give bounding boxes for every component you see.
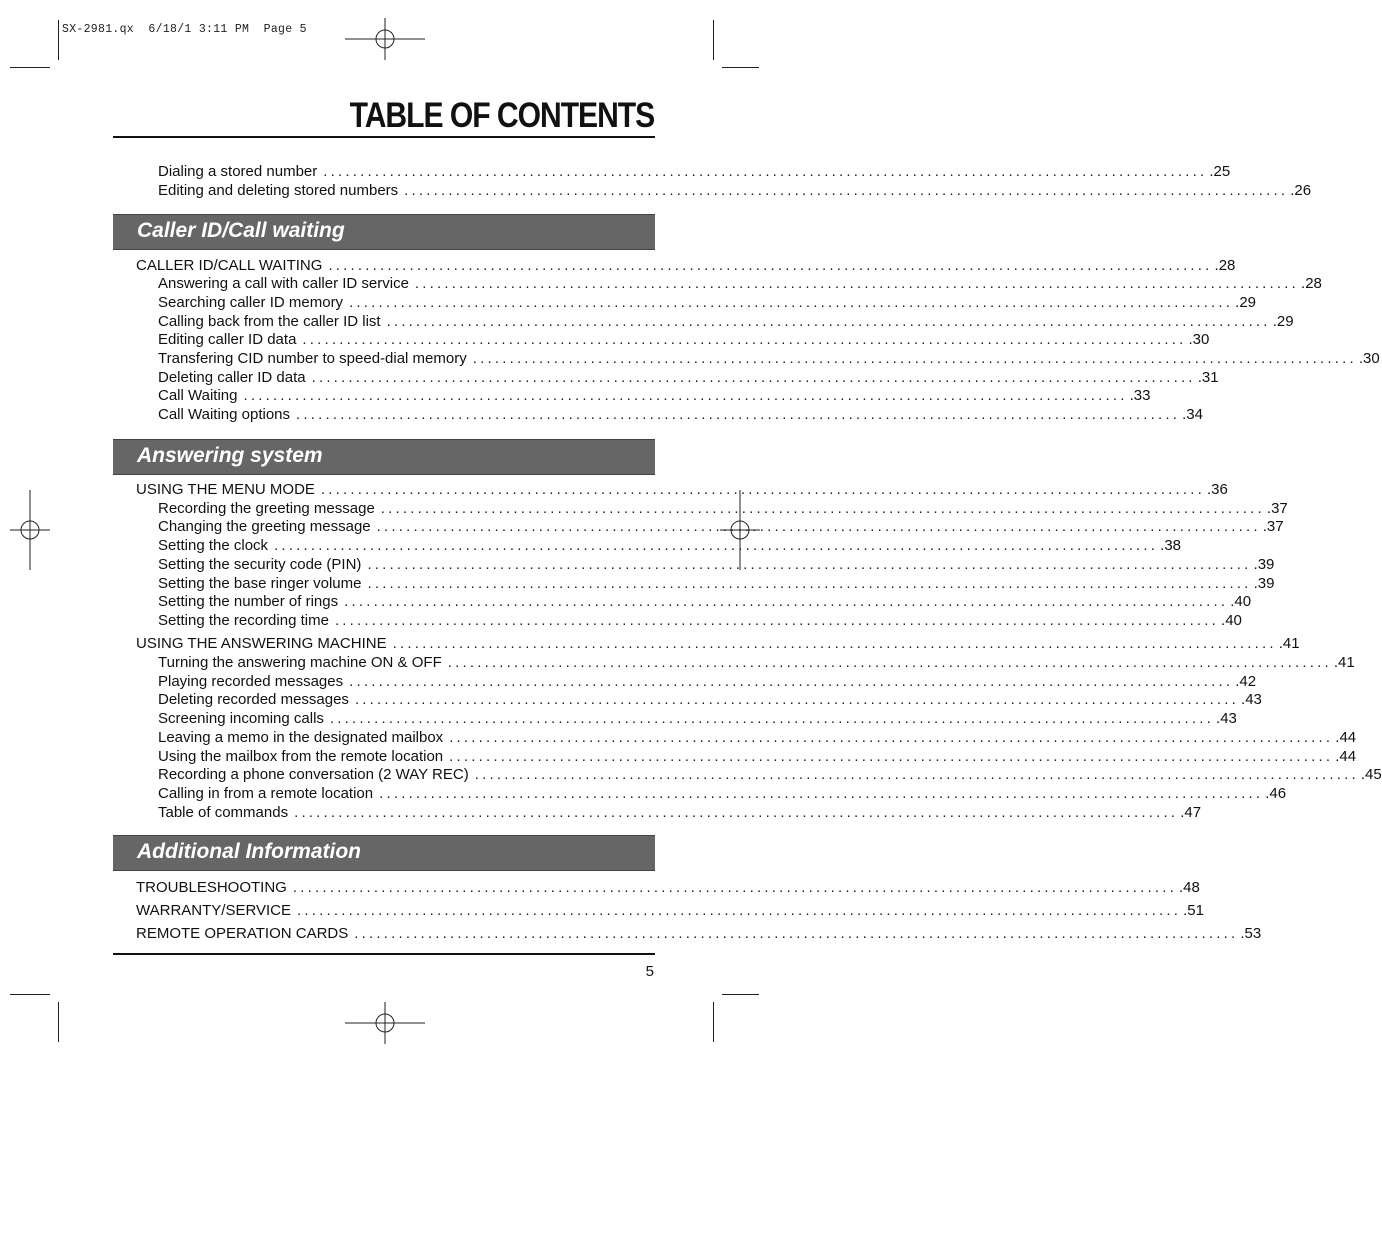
toc-entry[interactable] (158, 654, 1355, 672)
crop-mark-bottom-left-v (58, 1002, 59, 1042)
toc-entry-page: .44 (1335, 729, 1357, 746)
dot-leader: ........................................................................................................................ (274, 537, 1159, 554)
registration-mark-top-icon (345, 18, 425, 60)
toc-entry-page: .43 (1216, 710, 1237, 727)
toc-entry-page: .30 (1358, 350, 1380, 367)
toc-entry[interactable] (158, 369, 1219, 387)
section-bar-caller-id (113, 214, 655, 250)
crop-mark-bottom-right-h (722, 994, 759, 995)
toc-entry-page: .41 (1333, 654, 1355, 671)
toc-entry[interactable] (158, 406, 1203, 424)
toc-entry-page: .39 (1253, 575, 1275, 592)
dot-leader: ........................................................................................................................ (367, 575, 1252, 592)
toc-entry-label: CALLER ID/CALL WAITING (136, 257, 323, 274)
toc-entry[interactable] (158, 612, 1242, 630)
toc-entry-page: .29 (1235, 294, 1257, 311)
dot-leader: ........................................................................................................................ (349, 673, 1234, 690)
dot-leader: ........................................................................................................................ (379, 785, 1264, 802)
toc-entry-label: Answering a call with caller ID service (158, 275, 409, 292)
toc-entry[interactable] (158, 729, 1357, 747)
crop-mark-top-left-v (58, 20, 59, 60)
toc-entry-label: Transfering CID number to speed-dial memory (158, 350, 467, 367)
toc-entry[interactable] (136, 257, 1236, 275)
toc-entry-label: Screening incoming calls (158, 710, 324, 727)
toc-entry-page: .37 (1266, 500, 1288, 517)
toc-entry-label: Leaving a memo in the designated mailbox (158, 729, 444, 746)
toc-entry-label: Recording the greeting message (158, 500, 375, 517)
toc-entry-page: .33 (1129, 387, 1151, 404)
dot-leader: ........................................................................................................................ (243, 387, 1128, 404)
dot-leader: ........................................................................................................................ (302, 331, 1187, 348)
toc-entry[interactable] (158, 593, 1252, 611)
toc-entry-page: .30 (1188, 331, 1210, 348)
toc-entry-page: .44 (1335, 748, 1357, 765)
dot-leader: ........................................................................................................................ (472, 350, 1357, 367)
dot-leader: ........................................................................................................................ (320, 481, 1206, 498)
toc-entry-label: Setting the base ringer volume (158, 575, 362, 592)
section-bar-answering-system (113, 439, 655, 475)
dot-leader: ........................................................................................................................ (354, 691, 1240, 708)
toc-entry-label: WARRANTY/SERVICE (136, 902, 292, 919)
dot-leader: ........................................................................................................................ (311, 369, 1196, 386)
toc-entry-page: .46 (1265, 785, 1287, 802)
print-slug: SX-2981.qx 6/18/1 3:11 PM Page 5 (62, 23, 307, 36)
crop-mark-top-right-h (722, 67, 759, 68)
toc-entry[interactable] (158, 804, 1202, 822)
dot-leader: ........................................................................................................................ (367, 556, 1252, 573)
toc-entry-page: .43 (1241, 691, 1262, 708)
toc-entry[interactable] (158, 710, 1237, 728)
dot-leader: ........................................................................................................................ (376, 518, 1261, 535)
crop-mark-top-right-v (713, 20, 714, 60)
dot-leader: ........................................................................................................................ (297, 902, 1182, 919)
toc-entry[interactable] (158, 182, 1312, 200)
toc-entry[interactable] (136, 925, 1262, 943)
toc-entry-page: .29 (1272, 313, 1294, 330)
toc-entry-label: Setting the security code (PIN) (158, 556, 362, 573)
dot-leader: ........................................................................................................................ (296, 406, 1181, 423)
toc-entry-page: .39 (1253, 556, 1275, 573)
dot-leader: ........................................................................................................................ (294, 804, 1179, 821)
crop-mark-top-left-h (10, 67, 50, 68)
toc-entry-label: USING THE MENU MODE (136, 481, 315, 498)
dot-leader: ........................................................................................................................ (474, 766, 1359, 783)
toc-entry-page: .38 (1160, 537, 1182, 554)
toc-entry-label: Recording a phone conversation (2 WAY REC) (158, 766, 469, 783)
crop-mark-bottom-right-v (713, 1002, 714, 1042)
toc-entry[interactable] (158, 575, 1275, 593)
dot-leader: ........................................................................................................................ (449, 748, 1334, 765)
toc-entry-label: Deleting recorded messages (158, 691, 349, 708)
toc-entry[interactable] (158, 294, 1257, 312)
toc-entry-page: .28 (1301, 275, 1322, 292)
toc-entry-page: .53 (1240, 925, 1262, 942)
toc-entry-label: USING THE ANSWERING MACHINE (136, 635, 387, 652)
toc-entry-page: .47 (1180, 804, 1202, 821)
toc-entry[interactable] (136, 902, 1204, 920)
toc-entry[interactable] (136, 635, 1300, 653)
toc-entry-label: Setting the recording time (158, 612, 329, 629)
dot-leader: ........................................................................................................................ (344, 593, 1229, 610)
toc-entry[interactable] (158, 500, 1288, 518)
page-number: 5 (645, 963, 654, 980)
toc-entry-page: .40 (1230, 593, 1252, 610)
dot-leader: ........................................................................................................................ (447, 654, 1332, 671)
toc-entry-label: TROUBLESHOOTING (136, 879, 287, 896)
dot-leader: ........................................................................................................................ (328, 257, 1213, 274)
toc-entry[interactable] (158, 163, 1231, 181)
toc-entry-label: Dialing a stored number (158, 163, 318, 180)
toc-entry-label: Searching caller ID memory (158, 294, 344, 311)
toc-entry-page: .48 (1178, 879, 1200, 896)
toc-entry-label: Using the mailbox from the remote location (158, 748, 444, 765)
dot-leader: ........................................................................................................................ (334, 612, 1220, 629)
toc-entry[interactable] (136, 481, 1228, 499)
registration-mark-left-icon (10, 490, 50, 570)
toc-entry-page: .26 (1290, 182, 1312, 199)
dot-leader: ........................................................................................................................ (449, 729, 1334, 746)
toc-entry-page: .34 (1182, 406, 1203, 423)
toc-entry-label: Setting the number of rings (158, 593, 339, 610)
toc-entry[interactable] (158, 556, 1275, 574)
toc-entry[interactable] (158, 766, 1382, 784)
toc-entry-label: Deleting caller ID data (158, 369, 306, 386)
toc-entry-page: .45 (1360, 766, 1382, 783)
toc-entry-page: .37 (1262, 518, 1284, 535)
dot-leader: ........................................................................................................................ (392, 635, 1277, 652)
toc-entry[interactable] (158, 275, 1322, 293)
toc-entry-label: Calling in from a remote location (158, 785, 374, 802)
toc-entry[interactable] (158, 387, 1151, 405)
toc-entry[interactable] (158, 518, 1284, 536)
toc-entry[interactable] (158, 748, 1357, 766)
section-bar-additional-information (113, 835, 655, 871)
dot-leader: ........................................................................................................................ (349, 294, 1234, 311)
toc-entry-page: .40 (1221, 612, 1242, 629)
toc-entry[interactable] (158, 785, 1287, 803)
toc-entry-label: Changing the greeting message (158, 518, 371, 535)
page-title: TABLE OF CONTENTS (349, 96, 654, 135)
dot-leader: ........................................................................................................................ (414, 275, 1300, 292)
dot-leader: ........................................................................................................................ (354, 925, 1239, 942)
toc-entry-label: Call Waiting (158, 387, 238, 404)
crop-mark-bottom-left-h (10, 994, 50, 995)
dot-leader: ........................................................................................................................ (404, 182, 1289, 199)
dot-leader: ........................................................................................................................ (323, 163, 1208, 180)
toc-entry[interactable] (158, 350, 1380, 368)
toc-entry-page: .41 (1278, 635, 1300, 652)
section-heading: Additional Information (137, 840, 361, 863)
title-rule (113, 136, 655, 138)
dot-leader: ........................................................................................................................ (386, 313, 1271, 330)
toc-entry-page: .42 (1235, 673, 1257, 690)
footer-rule (113, 953, 655, 955)
toc-entry-label: Editing caller ID data (158, 331, 297, 348)
toc-entry-label: REMOTE OPERATION CARDS (136, 925, 349, 942)
toc-entry-label: Setting the clock (158, 537, 269, 554)
toc-entry[interactable] (158, 537, 1182, 555)
section-heading: Answering system (137, 444, 323, 467)
registration-mark-bottom-icon (345, 1002, 425, 1044)
toc-entry-page: .25 (1209, 163, 1231, 180)
toc-entry[interactable] (158, 691, 1262, 709)
toc-entry-label: Turning the answering machine ON & OFF (158, 654, 442, 671)
toc-entry-label: Editing and deleting stored numbers (158, 182, 399, 199)
toc-entry[interactable] (158, 331, 1210, 349)
section-heading: Caller ID/Call waiting (137, 219, 345, 242)
toc-entry-page: .31 (1197, 369, 1219, 386)
toc-entry-page: .36 (1207, 481, 1228, 498)
toc-entry[interactable] (158, 313, 1294, 331)
toc-entry-label: Call Waiting options (158, 406, 291, 423)
dot-leader: ........................................................................................................................ (292, 879, 1177, 896)
dot-leader: ........................................................................................................................ (329, 710, 1215, 727)
dot-leader: ........................................................................................................................ (380, 500, 1265, 517)
toc-entry[interactable] (136, 879, 1200, 897)
toc-entry-label: Calling back from the caller ID list (158, 313, 381, 330)
toc-entry[interactable] (158, 673, 1257, 691)
toc-entry-page: .51 (1183, 902, 1204, 919)
toc-entry-label: Table of commands (158, 804, 289, 821)
toc-entry-page: .28 (1214, 257, 1236, 274)
toc-entry-label: Playing recorded messages (158, 673, 344, 690)
